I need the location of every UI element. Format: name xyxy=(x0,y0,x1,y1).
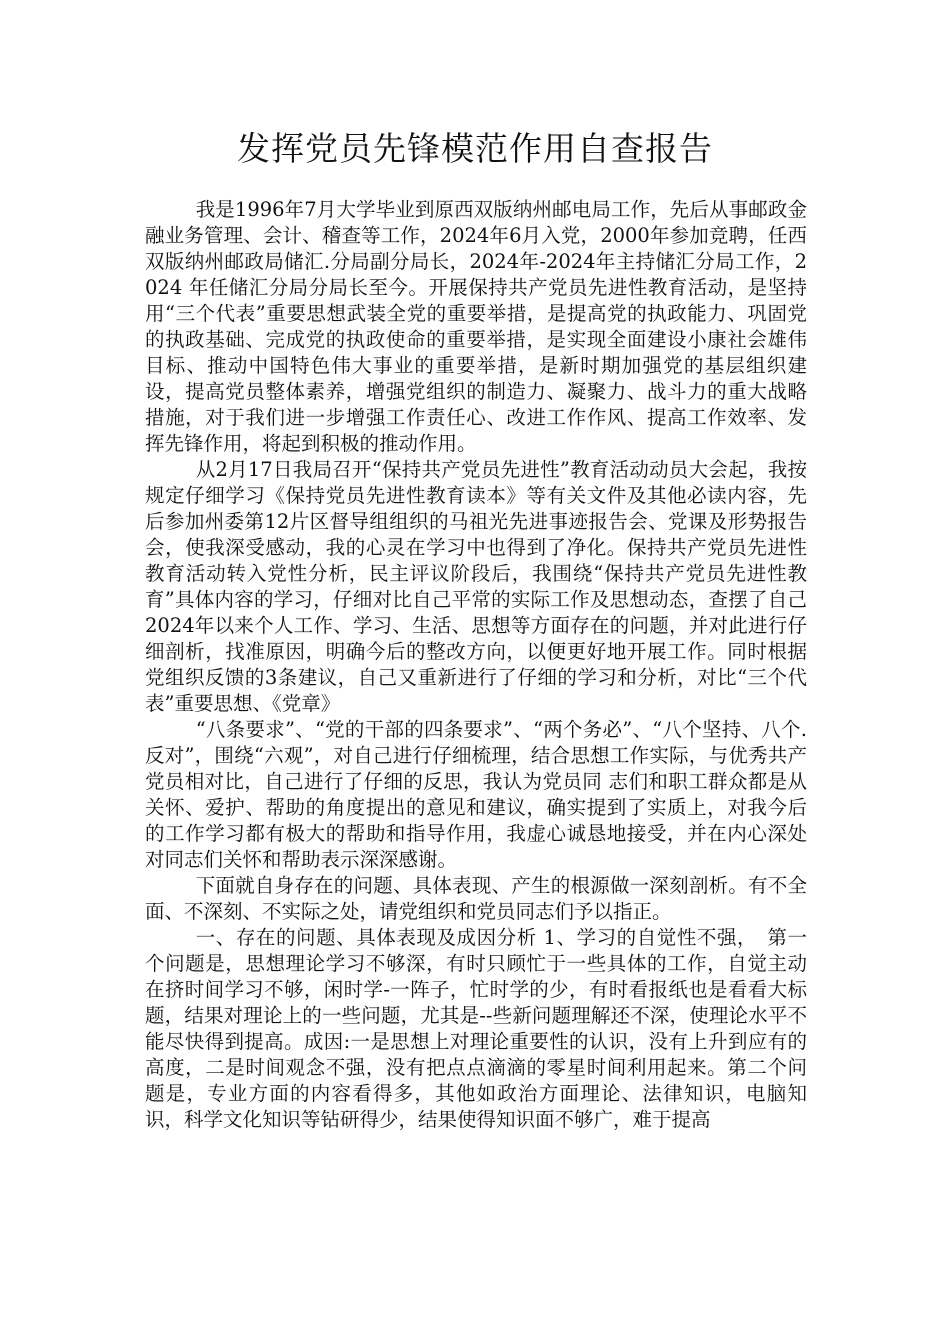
paragraph-study: 从2月17日我局召开“保持共产党员先进性”教育活动动员大会起，我按规定仔细学习《保持党员先进性教育读本》等有关文件及其他必读内容，先后参加州委第12片区督导组组织的马祖光先进事迹报告会、党课及形势报告会，使我深受感动，我的心灵在学习中也得到了净化。保持共产党员先进性教育活动转入党性分析，民主评议阶段后，我围绕“保持共产党员先进性教育”具体内容的学习，仔细对比自己平常的实际工作及思想动态，查摆了自己2024年以来个人工作、学习、生活、思想等方面存在的问题，并对此进行仔细剖析，找准原因，明确今后的整改方向，以便更好地开展工作。同时根据党组织反馈的3条建议，自己又重新进行了仔细的学习和分析，对比“三个代表”重要思想、《党章》 xyxy=(145,458,807,715)
paragraph-analysis-intro: 下面就自身存在的问题、具体表现、产生的根源做一深刻剖析。有不全面、不深刻、不实际之处，请党组织和党员同志们予以指正。 xyxy=(145,874,807,923)
paragraph-problems: 一、存在的问题、具体表现及成因分析 1、学习的自觉性不强， 第一个问题是，思想理论学习不够深，有时只顾忙于一些具体的工作，自觉主动在挤时间学习不够，闲时学-一阵子，忙时学的少，有时看报纸也是看看大标题，结果对理论上的一些问题，尤其是--些新问题理解还不深，使理论水平不能尽快得到提高。成因:一是思想上对理论重要性的认识，没有上升到应有的高度，二是时间观念不强，没有把点点滴滴的零星时间利用起来。第二个问题是，专业方面的内容看得多，其他如政治方面理论、法律知识，电脑知识，科学文化知识等钻研得少，结果使得知识面不够广，难于提高 xyxy=(145,926,807,1131)
paragraph-reflection: “八条要求”、“党的干部的四条要求”、“两个务必”、“八个坚持、八个.反对”，围绕“六观”，对自己进行仔细梳理，结合思想工作实际，与优秀共产党员相对比，自己进行了仔细的反思，我认为党员同 志们和职工群众都是从关怀、爱护、帮助的角度提出的意见和建议，确实提到了实质上，对我今后的工作学习都有极大的帮助和指导作用，我虚心诚恳地接受，并在内心深处对同志们关怀和帮助表示深深感谢。 xyxy=(145,718,807,871)
paragraph-intro: 我是1996年7月大学毕业到原西双版纳州邮电局工作，先后从事邮政金融业务管理、会计、稽查等工作，2024年6月入党，2000年参加竞聘，任西双版纳州邮政局储汇.分局副分局长，2024年-2024年主持储汇分局工作，2024 年任储汇分局分局长至今。开展保持共产党员先进性教育活动，是坚持用“三个代表”重要思想武装全党的重要举措，是提高党的执政能力、巩固党的执政基础、完成党的执政使命的重要举措，是实现全面建设小康社会雄伟目标、推动中国特色伟大事业的重要举措，是新时期加强党的基层组织建设，提高党员整体素养，增强党组织的制造力、凝聚力、战斗力的重大战略措施，对于我们进一步增强工作责任心、改进工作作风、提高工作效率、发挥先锋作用，将起到积极的推动作用。 xyxy=(145,198,807,455)
document-title: 发挥党员先锋模范作用自查报告 xyxy=(237,129,713,168)
document-body xyxy=(145,197,807,1133)
